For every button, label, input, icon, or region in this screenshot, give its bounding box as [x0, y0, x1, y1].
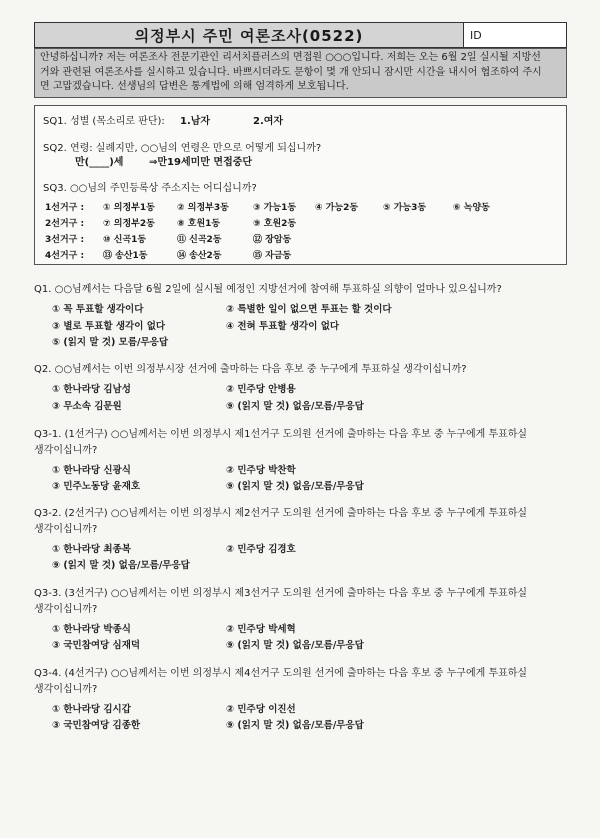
q3-1-option: ② 민주당 박찬학 — [226, 465, 296, 476]
q3-3-line: Q3-3. (3선거구) ○○님께서는 이번 의정부시 제3선거구 도의원 선거에 출마하는 다음 후보 중 누구에게 투표하실 — [34, 588, 528, 599]
sq3-option: ① 의정부1동 — [103, 203, 155, 213]
q3-2-line: 생각이십니까? — [34, 524, 98, 535]
q3-2-option: ⑨ (읽지 말 것) 없음/모름/무응답 — [52, 560, 190, 571]
sq3-option: ⑫ 장암동 — [253, 235, 292, 245]
q3-3-option: ③ 국민참여당 심재덕 — [52, 640, 141, 651]
q3-1-option: ③ 민주노동당 윤재호 — [52, 481, 141, 492]
sq3-district: 4선거구 : — [45, 251, 85, 261]
q3-3-option: ② 민주당 박세혁 — [226, 624, 296, 635]
intro-line: 거와 관련된 여론조사를 실시하고 있습니다. 바쁘시더라도 문항이 몇 개 안되니 잠시만 시간을 내시어 협조하여 주시 — [40, 66, 542, 78]
sq3-option: ⑩ 신곡1동 — [103, 235, 147, 245]
q1-option: ⑤ (읽지 말 것) 모름/무응답 — [52, 337, 169, 348]
sq3-option: ⑤ 가능3동 — [383, 203, 427, 213]
q3-2-option: ① 한나라당 최종복 — [52, 544, 131, 555]
q3-4-option: ② 민주당 이진선 — [226, 704, 296, 715]
page-title: 의정부시 주민 여론조사(0522) — [35, 23, 463, 47]
sq3-option: ⑪ 신곡2동 — [177, 235, 222, 245]
sq1-label: SQ1. 성별 (목소리로 판단): — [43, 116, 165, 127]
q3-4-option: ⑨ (읽지 말 것) 없음/모름/무응답 — [226, 720, 364, 731]
sq3-option: ④ 가능2동 — [315, 203, 359, 213]
q3-4-line: 생각이십니까? — [34, 684, 98, 695]
q3-1-option: ① 한나라당 신광식 — [52, 465, 131, 476]
q1-option: ③ 별로 투표할 생각이 없다 — [52, 321, 166, 332]
sq3-district: 3선거구 : — [45, 235, 85, 245]
sq3-option: ⑧ 호원1동 — [177, 219, 221, 229]
sq3-option: ⑭ 송산2동 — [177, 251, 222, 261]
sq3-option: ② 의정부3동 — [177, 203, 229, 213]
q3-2-label — [34, 506, 564, 538]
q3-3-label — [34, 586, 564, 618]
q3-4-label — [34, 666, 564, 698]
q2-option: ① 한나라당 김남성 — [52, 384, 131, 395]
sq3-district: 1선거구 : — [45, 203, 85, 213]
intro-line: 안녕하십니까? 저는 여론조사 전문기관인 리서치플러스의 면접원 ○○○입니다. 저희는 오는 6월 2일 실시될 지방선 — [40, 52, 541, 63]
screening-box — [34, 105, 567, 265]
id-box: ID — [463, 23, 566, 47]
q3-1-option: ⑨ (읽지 말 것) 없음/모름/무응답 — [226, 481, 364, 492]
q3-4-option: ③ 국민참여당 김종한 — [52, 720, 141, 731]
sq3-option: ⑮ 자금동 — [253, 251, 292, 261]
sq3-option: ⑥ 녹양동 — [453, 203, 490, 213]
sq3-option: ③ 가능1동 — [253, 203, 297, 213]
sq3-option: ⑦ 의정부2동 — [103, 219, 155, 229]
sq2-label: SQ2. 연령: 실례지만, ○○님의 연령은 만으로 어떻게 되십니까? — [43, 143, 322, 154]
sq3-option: ⑬ 송산1동 — [103, 251, 148, 261]
q1-label: Q1. ○○님께서는 다음달 6월 2일에 실시될 예정인 지방선거에 참여해 투표하실 의향이 얼마나 있으십니까? — [34, 284, 502, 295]
q3-1-line: Q3-1. (1선거구) ○○님께서는 이번 의정부시 제1선거구 도의원 선거에 출마하는 다음 후보 중 누구에게 투표하실 — [34, 429, 528, 440]
q1-option: ④ 전혀 투표할 생각이 없다 — [226, 321, 340, 332]
q3-3-option: ① 한나라당 박종식 — [52, 624, 131, 635]
q3-1-label — [34, 427, 564, 459]
intro-line: 면 고맙겠습니다. 선생님의 답변은 통계법에 의해 엄격하게 보호됩니다. — [40, 81, 349, 92]
sq2-answer: 만(____)세 — [75, 157, 124, 168]
q1-option: ① 꼭 투표할 생각이다 — [52, 304, 144, 315]
sq3-label: SQ3. ○○님의 주민등록상 주소지는 어디십니까? — [43, 183, 257, 194]
q3-1-line: 생각이십니까? — [34, 445, 98, 456]
header-bar — [34, 22, 567, 48]
sq1-option-female: 2.여자 — [253, 116, 284, 127]
q3-2-option: ② 민주당 김경호 — [226, 544, 296, 555]
q3-2-line: Q3-2. (2선거구) ○○님께서는 이번 의정부시 제2선거구 도의원 선거에 출마하는 다음 후보 중 누구에게 투표하실 — [34, 508, 528, 519]
q2-option: ③ 무소속 김문원 — [52, 401, 122, 412]
q3-4-option: ① 한나라당 김시갑 — [52, 704, 131, 715]
q2-option: ② 민주당 안병용 — [226, 384, 296, 395]
sq3-option: ⑨ 호원2동 — [253, 219, 297, 229]
q3-3-line: 생각이십니까? — [34, 604, 98, 615]
sq2-note: ⇒만19세미만 면접중단 — [149, 157, 253, 168]
intro-box — [34, 48, 567, 98]
q3-4-line: Q3-4. (4선거구) ○○님께서는 이번 의정부시 제4선거구 도의원 선거에 출마하는 다음 후보 중 누구에게 투표하실 — [34, 668, 528, 679]
q2-option: ⑨ (읽지 말 것) 없음/모름/무응답 — [226, 401, 364, 412]
q3-3-option: ⑨ (읽지 말 것) 없음/모름/무응답 — [226, 640, 364, 651]
q2-label: Q2. ○○님께서는 이번 의정부시장 선거에 출마하는 다음 후보 중 누구에게 투표하실 생각이십니까? — [34, 364, 467, 375]
sq1-option-male: 1.남자 — [180, 116, 211, 127]
q1-option: ② 특별한 일이 없으면 투표는 할 것이다 — [226, 304, 392, 315]
sq3-district: 2선거구 : — [45, 219, 85, 229]
